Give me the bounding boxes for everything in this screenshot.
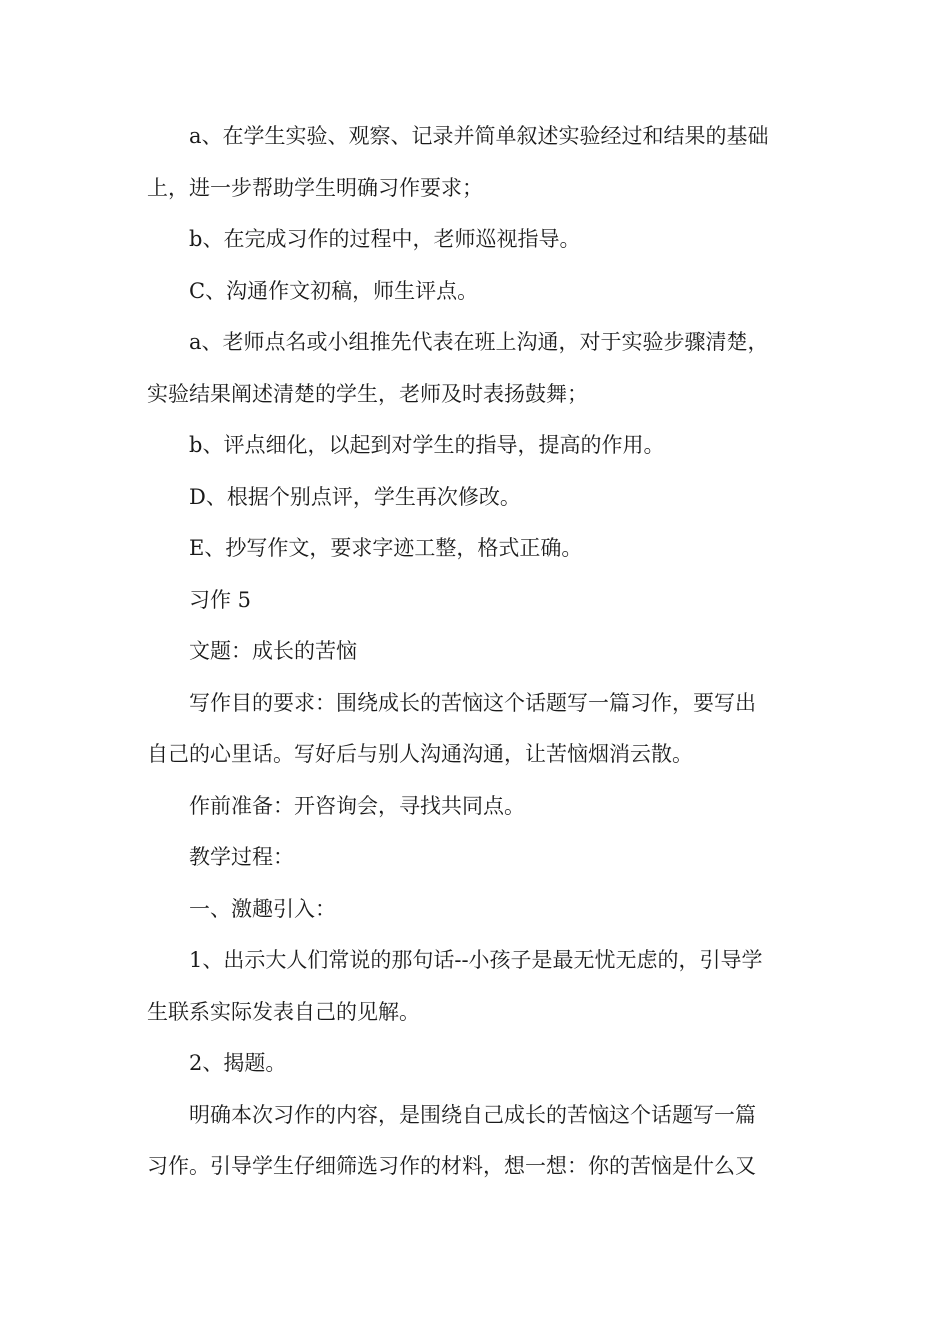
paragraph bbox=[147, 420, 809, 472]
paragraph-line: 生联系实际发表自己的见解。 bbox=[147, 999, 420, 1024]
paragraph bbox=[147, 1038, 809, 1090]
paragraph bbox=[147, 111, 809, 214]
paragraph-line: 作前准备：开咨询会，寻找共同点。 bbox=[189, 793, 525, 818]
paragraph-line: a、在学生实验、观察、记录并简单叙述实验经过和结果的基础 bbox=[189, 124, 769, 148]
paragraph bbox=[147, 214, 809, 266]
paragraph-line: a、老师点名或小组推先代表在班上沟通，对于实验步骤清楚， bbox=[189, 330, 769, 354]
paragraph bbox=[147, 832, 809, 884]
paragraph bbox=[147, 935, 809, 1038]
paragraph-line: b、评点细化，以起到对学生的指导，提高的作用。 bbox=[189, 433, 665, 457]
paragraph bbox=[147, 575, 809, 627]
paragraph-line: 一、激趣引入： bbox=[189, 896, 336, 921]
paragraph bbox=[147, 884, 809, 936]
paragraph-line: 习作 5 bbox=[189, 587, 252, 612]
paragraph bbox=[147, 317, 809, 420]
paragraph-line: C、沟通作文初稿，师生评点。 bbox=[189, 278, 479, 303]
paragraph-line: 上，进一步帮助学生明确习作要求； bbox=[147, 175, 483, 200]
paragraph-line: 1、出示大人们常说的那句话--小孩子是最无忧无虑的，引导学 bbox=[189, 948, 763, 972]
document-body bbox=[147, 111, 809, 1193]
paragraph bbox=[147, 626, 809, 678]
paragraph-line: 教学过程： bbox=[189, 845, 294, 869]
paragraph-line: 2、揭题。 bbox=[189, 1051, 287, 1075]
paragraph-line: 实验结果阐述清楚的学生，老师及时表扬鼓舞； bbox=[147, 381, 588, 406]
paragraph bbox=[147, 266, 809, 318]
paragraph-line: 习作。引导学生仔细筛选习作的材料，想一想：你的苦恼是什么又 bbox=[147, 1154, 756, 1178]
paragraph-line: b、在完成习作的过程中，老师巡视指导。 bbox=[189, 227, 581, 251]
paragraph-line: 文题：成长的苦恼 bbox=[189, 639, 357, 663]
paragraph-line: D、根据个别点评，学生再次修改。 bbox=[189, 484, 521, 509]
paragraph-line: 明确本次习作的内容，是围绕自己成长的苦恼这个话题写一篇 bbox=[189, 1102, 756, 1127]
paragraph bbox=[147, 472, 809, 524]
paragraph bbox=[147, 781, 809, 833]
paragraph bbox=[147, 678, 809, 781]
paragraph bbox=[147, 1090, 809, 1193]
paragraph bbox=[147, 523, 809, 575]
paragraph-line: 写作目的要求：围绕成长的苦恼这个话题写一篇习作，要写出 bbox=[189, 690, 756, 715]
paragraph-line: 自己的心里话。写好后与别人沟通沟通，让苦恼烟消云散。 bbox=[147, 742, 693, 766]
paragraph-line: E、抄写作文，要求字迹工整，格式正确。 bbox=[189, 536, 583, 560]
